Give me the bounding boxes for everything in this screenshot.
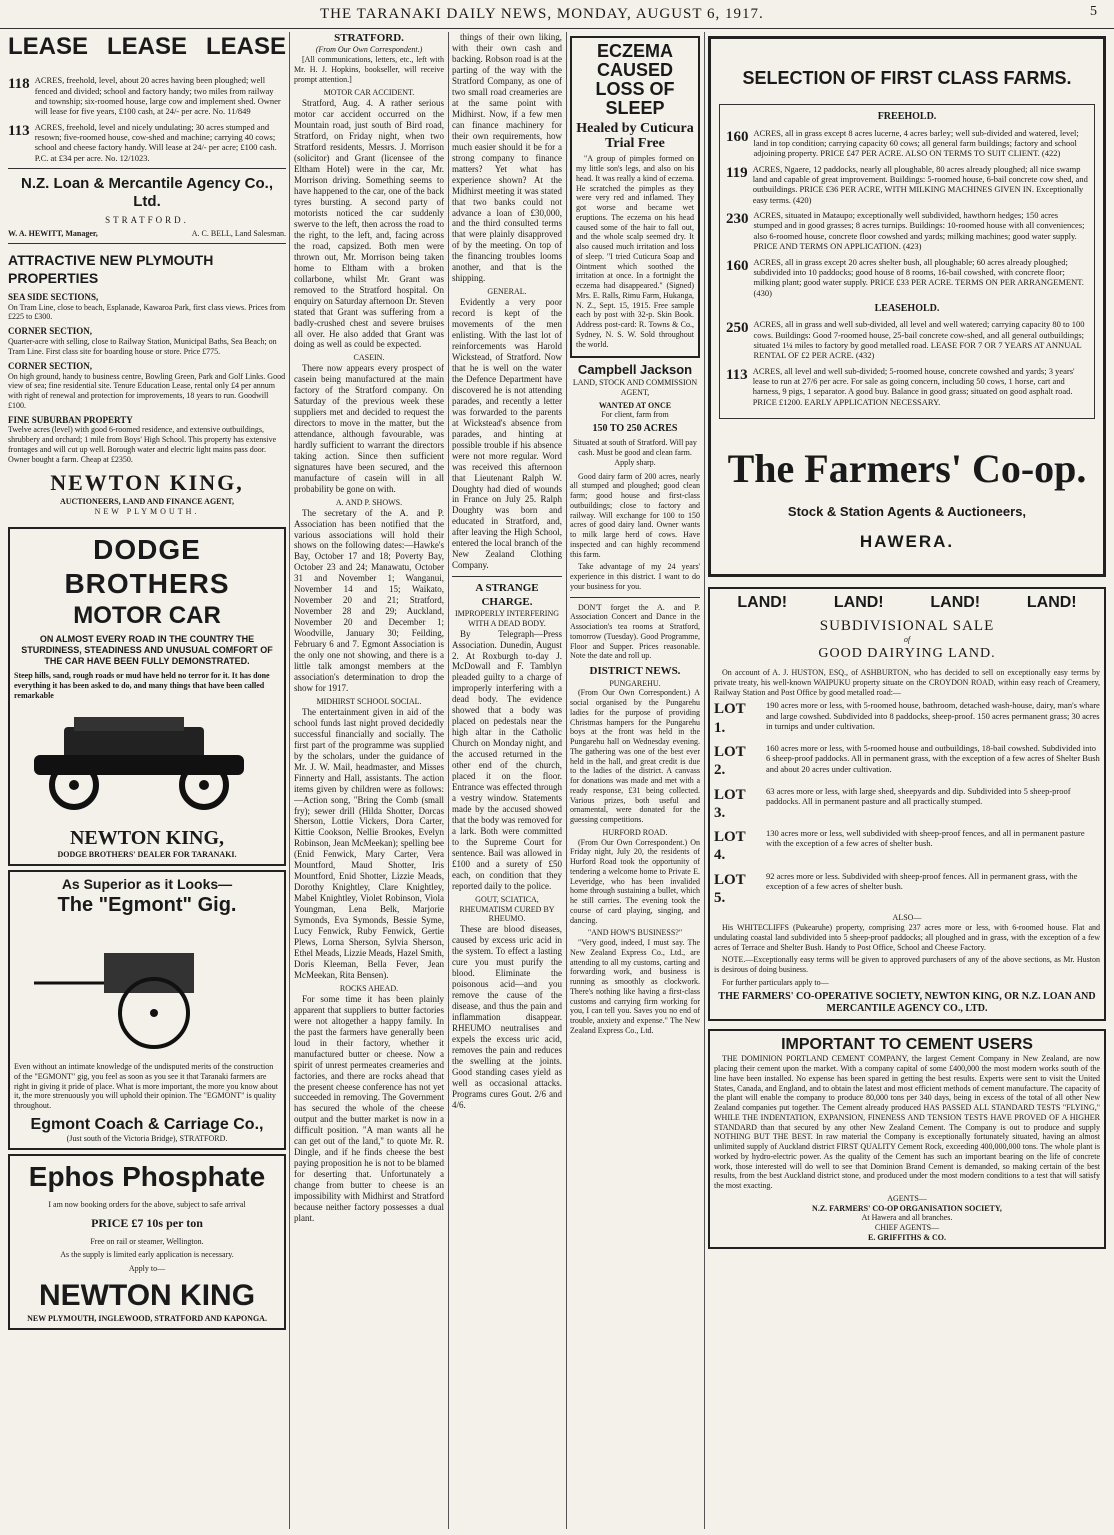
dodge-dealer: DODGE BROTHERS' DEALER FOR TARANAKI.	[57, 849, 237, 859]
farm-description: ACRES, all in grass except 20 acres shelter bush, all ploughable; 60 acres already ploughed; subdivided into 10 paddocks; good house of 8 rooms, 16-bail cowshed, with concrete floor; milking plant; good water supply. PRICE £33 PER ACRE. TERMS ON PER ARRANGEMENT. (430)	[753, 256, 1084, 298]
egmont-gig-advert	[8, 870, 286, 1150]
farm-acres: 160	[726, 128, 749, 145]
stratford-label: STRATFORD.	[105, 214, 189, 225]
dodge-subtitle: ON ALMOST EVERY ROAD IN THE COUNTRY THE STURDINESS, STEADINESS AND UNUSUAL COMFORT OF THE CAR HAVE BEEN FULLY DEMONSTRATED.	[21, 634, 273, 667]
lot-description: 190 acres more or less, with 5-roomed house, bathroom, detached wash-house, dairy, man's whare and large cowshed. Subdivided into 8 paddocks, sheep-proof. 150 acres permanent grass; 30 acres in turnips and under cultivation.	[766, 700, 1100, 732]
cuticura-heading: Healed by Cuticura Trial Free	[576, 120, 694, 151]
shows-heading: A. AND P. SHOWS.	[335, 497, 403, 507]
cement-heading: IMPORTANT TO CEMENT USERS	[781, 1035, 1033, 1053]
acres-wanted: 150 TO 250 ACRES	[592, 423, 678, 435]
gig-heading-2: The "Egmont" Gig.	[57, 893, 237, 916]
motor-car-illustration	[14, 707, 274, 817]
hawera-branches: At Hawera and all branches.	[861, 1213, 953, 1223]
lease-listing	[8, 75, 286, 116]
lease-acres: 113	[8, 122, 30, 139]
article-continued: things of their own liking, with their own cash and backing. Robson road is at the parting of the way with the Stratford Company, as one of two small road creameries are at the same point with Midhirst. Now, if a few men can finance machinery for their own requirements, how much easier should it be for a strong company to finance matters? Yet what has experience shown? At the Midhirst meeting it was stated that two banks could not advance a loan of £30,000, and the third consulted terms that were plainly disapproved of by the meeting. On top of the financing troubles looms another, and that is the shipping.	[452, 32, 562, 284]
ephos-line2: Free on rail or steamer, Wellington.	[90, 1236, 204, 1246]
ephos-price: PRICE £7 10s per ton	[91, 1216, 203, 1231]
lot-number: LOT 2.	[714, 743, 746, 779]
lot-number: LOT 4.	[714, 829, 746, 864]
agency-staff	[8, 229, 286, 239]
farm-listing	[726, 366, 1088, 407]
farm-acres: 160	[726, 257, 749, 274]
strange-subheading: IMPROPERLY INTERFERING WITH A DEAD BODY.	[454, 609, 560, 628]
whitecliffs-text: His WHITECLIFFS (Pukearuhe) property, comprising 237 acres more or less, with 6-roomed house. Flat and undulating coastal land subdivided into 5 sheep-proof paddocks; all ploughed and in grass, with the exception of a few acres of Terrace and Shelter Bush. Handy to Post Office, School and Cheese Factory.	[714, 923, 1100, 952]
rocks-heading: ROCKS AHEAD.	[339, 984, 399, 993]
lease-header	[8, 32, 286, 61]
farmers-coop-subtitle: Stock & Station Agents & Auctioneers,	[787, 503, 1027, 519]
gig-heading-1: As Superior as it Looks—	[61, 875, 233, 892]
farmers-coop-contact: THE FARMERS' CO-OPERATIVE SOCIETY, NEWTON KING, OR N.Z. LOAN AND MERCANTILE AGENCY CO., LTD.	[718, 990, 1096, 1014]
suburban-heading: FINE SUBURBAN PROPERTY	[8, 414, 133, 425]
ephos-apply: Apply to—	[128, 1264, 166, 1274]
casein-heading: CASEIN.	[353, 353, 385, 363]
lot-listing	[714, 700, 1100, 737]
ephos-line1: I am now booking orders for the above, subject to safe arrival	[48, 1200, 246, 1210]
dodge-newton-king: NEWTON KING,	[69, 826, 225, 849]
lot-listing	[714, 828, 1100, 865]
selection-heading: SELECTION OF FIRST CLASS FARMS.	[742, 68, 1072, 88]
take-advantage-text: Take advantage of my 24 years' experience in this district. I want to do your business for you.	[570, 562, 700, 591]
business-heading: "AND HOW'S BUSINESS?"	[587, 928, 683, 938]
farmers-coop-title: The Farmers' Co-op.	[727, 446, 1087, 492]
page-number: 5	[1090, 4, 1097, 19]
seaside-heading: SEA SIDE SECTIONS,	[8, 291, 99, 302]
particulars-label: For further particulars apply to—	[722, 977, 829, 987]
lot-description: 63 acres more or less, with large shed, sheepyards and dip. Subdivided into 5 sheep-proof paddocks. All in permanent pasture and all practically stumped.	[766, 785, 1071, 806]
ephos-newton-king: NEWTON KING	[38, 1278, 256, 1312]
communications-note: [All communications, letters, etc., left with Mr. H. J. Hopkins, bookseller, will receive prompt attention.]	[294, 55, 444, 84]
masthead	[0, 0, 1114, 29]
column-3	[452, 32, 562, 1529]
good-dairy-heading: GOOD DAIRYING LAND.	[818, 645, 996, 661]
corner-heading: CORNER SECTION,	[8, 326, 93, 337]
column-rule	[289, 32, 290, 1529]
farm-description: ACRES, all in grass and well sub-divided, all level and well watered; carrying capacity 80 to 100 cows. Buildings: Good 7-roomed house, 25-bail concrete cow-shed, and all general outbuildings; situated 1¼ miles to factory by good metalled road. LEASE FOR 7 OR 7 YEARS AT ANNUAL RENTAL OF £2 PER ACRE. (432)	[753, 319, 1085, 361]
dodge-advert	[8, 527, 286, 866]
wanted-label: WANTED AT ONCE	[598, 400, 672, 410]
attractive-heading: ATTRACTIVE NEW PLYMOUTH PROPERTIES	[8, 252, 214, 286]
column-4	[570, 32, 700, 1529]
pungarehu-article: (From Our Own Correspondent.) A social organised by the Pungarehu ladies for the purpose of providing Christmas hampers for the Pungarehu boys at the front was held in the Pungarehu hall on Wednesday evening. The gathering was one of the best ever held in the hall, and great credit is due to the ladies of the district. A canvass for donations was made and met with a ready response, £31 being collected. Various prizes, both useful and ornamental, were donated for the guessing competitions.	[570, 688, 700, 825]
motor-car-title: MOTOR CAR	[73, 602, 221, 630]
lease-word: LEASE	[8, 33, 89, 60]
auctioneers-label: AUCTIONEERS, LAND AND FINANCE AGENT,	[59, 497, 235, 507]
corner-text: Quarter-acre with selling, close to Railway Station, Municipal Baths, Sea Beach; on Tram Line. First class site for boarding house or store. Price £775.	[8, 337, 277, 356]
midhirst-heading: MIDHIRST SCHOOL SOCIAL.	[316, 697, 422, 707]
midhirst-article: The entertainment given in aid of the school funds last night proved decidedly successful financially and socially. The first part of the programme was supplied by the scholars, under the guidance of Mr. J. W. Mail, headmaster, and Misses Finnerty and Hall, assistants. The action items given by children were as follows:—Action song, "Bring the Comb (small fry); sewer drill (Hilda Shotter, Dorcas Sherson, Lottie Vickers, Dora Carter, Kittie Cookson, Nellie Brookes, Evelyn Robinson, Jean McMeekan); spelling bee (Enid Fenwick, Mary Carter, Vera Mountford, Maud Shotter, Iris Mountford, Enid Shotter, Lizzie Meads, Dorothy Knightley, Clare Knightley, Mabel Knightley, Violet Robinson, Viola Youngman, Lena Belk, Marjorie Symonds, Eva Symonds, Bessie Syme, Lucy Fenwick, Ruby Fenwick, Gertie Plews, Lorna Sherson, Sylvia Sherson, Ethel Meads, Lizzie Meads, Hazel Smith, Doris Kleeman, Bella Fever, Jean McMeekan, Rita Bensen).	[294, 706, 444, 981]
general-article: Evidently a very poor record is kept of the movements of the men enlisting. With the last lot of reinforcements was Harold Wickstead, of Stratford. Now that he is well on the water the Defence Department have discovered he is not attending parades, and recently a letter was forwarded to the parents at Wickstead's absence from parades, and hinting at possible trouble if his absence were not more regular. Word was received this afternoon that Lieutenant Ralph W. Doughty had died of wounds in France on July 25. Ralph Doughty was born and educated in Stratford, and, after leaving the High School, entered the local branch of the New Zealand Clothing Company.	[452, 297, 562, 571]
dodge-title: DODGE BROTHERS	[64, 533, 230, 599]
of-label: of	[903, 635, 911, 645]
chief-agents-label: CHIEF AGENTS—	[874, 1223, 940, 1233]
griffiths-label: E. GRIFFITHS & CO.	[867, 1232, 946, 1242]
farm-listing	[726, 128, 1088, 159]
corner2-heading: CORNER SECTION,	[8, 360, 93, 371]
lease-word: LEASE	[205, 33, 286, 60]
land-word: LAND!	[737, 594, 788, 612]
gout-heading: GOUT, SCIATICA, RHEUMATISM CURED BY RHEUMO.	[459, 894, 555, 924]
nz-farmers-label: N.Z. FARMERS' CO-OP ORGANISATION SOCIETY,	[812, 1203, 1002, 1213]
suburban-text: Twelve acres (level) with good 6-roomed residence, and extensive outbuildings, shrubbery and orchard; 1 mile from Boys' High School. This property has extensive frontages and will cut up well. Borough water and electric light mains pass door. Owner bought a farm. Cheap at £2350.	[8, 425, 277, 464]
farm-acres: 250	[726, 320, 749, 337]
district-news-heading: DISTRICT NEWS.	[589, 665, 681, 678]
land-sale-advert	[708, 587, 1106, 1020]
lease-word: LEASE	[106, 33, 187, 60]
ephos-address: NEW PLYMOUTH, INGLEWOOD, STRATFORD AND KAPONGA.	[27, 1314, 267, 1324]
correspondent-note: (From Our Own Correspondent.)	[315, 45, 423, 55]
farm-description: ACRES, Ngaere, 12 paddocks, nearly all ploughable, 80 acres already ploughed; all nice swamp land and capable of great improvement. Buildings: 5-roomed house, 6-bail concrete cow shed, and outbuildings. PRICE £36 PER ACRE, WITH MILKING MACHINES GIVEN IN. Exceptionally easy terms. (420)	[752, 163, 1088, 205]
cement-advert	[708, 1029, 1106, 1249]
land-word: LAND!	[833, 594, 884, 612]
cement-body: THE DOMINION PORTLAND CEMENT COMPANY, the largest Cement Company in New Zealand, are now placing their cement upon the market. With a company capital of some £400,000 the most modern works south of the line have been installed. No expense has been spared in getting the best results. Experts were sent to visit the United States, Canada, and England, and to obtain the latest and most efficient methods of cement manufacture. The capacity of the plant will enable the company to produce 80,000 tons per 340 days, being in excess of the total of all other New Zealand companies put together. The Cement already produced HAS PASSED ALL STANDARD TESTS "FLYING," WHILE THE INDENTATION, EXPANSION, FINENESS AND TENSION TESTS HAVE PROVED OF A HIGHER STANDARD than that secured by any other New Zealand Cement. The Company is out to produce and supply NOTHING BUT THE BEST. In raw material the Company is exceptionally fortunately situated, having an almost unlimited supply of Auckland district FIRST QUALITY Cement Rock, exceeding 400,000,000 tons. The whole plant is worked by hydro-electric power. As the quality of the Cement has such an important bearing on the life of concrete work, those interested will do well to see that Dominion Brand Cement is demanded, so making certain of the best results, from the best Auckland district stone, and produced under the most modern conditions to a test that will satisfy the most exacting.	[714, 1054, 1100, 1191]
salesman-name: A. C. BELL, Land Salesman.	[191, 228, 286, 238]
ephos-advert	[8, 1154, 286, 1330]
business-article: "Very good, indeed, I must say. The New Zealand Express Co., Ltd., are attending to all my customs, carting and forwarding work, and business is running as smoothly as clockwork. There's nothing like having a first-class customs and carrying firm working for you, I can tell you. Saves you no end of trouble, anxiety and expense." The New Zealand Express Co., Ltd.	[570, 938, 700, 1035]
gout-article: These are blood diseases, caused by excess uric acid in the system. To effect a lasting cure you must purify the blood. Eliminate the poisonous acid—and you remove the cause of the disease, and thus the pain and inflammation disappear. RHEUMO neutralises and expels the excess uric acid, removes the pain and reduces the swelling at the joints. Good standing cases yield as well as occasional attacks. Programs cures Gout. 2/6 and 4/6.	[452, 924, 562, 1110]
lot-number: LOT 1.	[714, 701, 746, 736]
farm-listing	[726, 164, 1088, 205]
general-heading: GENERAL.	[487, 287, 527, 297]
lease-description: ACRES, freehold, level and nicely undulating; 30 acres stumped and resown; five-roomed house, cow-shed and machine; carrying 40 cows; school and cheese factory handy. Will lease at 24/- per acre; £100 cash. P.C. at £34 per acre. No. 12/1023.	[34, 121, 277, 163]
strange-article: By Telegraph—Press Association. Dunedin, August 2. At Roxburgh to-day J. McDowall and F. Tamblyn pleaded guilty to a charge of improperly interfering with a dead body. The evidence showed that a body was placed on pedestals near the high altar in the Catholic Church on Monday night, and the accused returned in the other end of the church, placed it on the floor. Entrance was effected through a vestry window. Statements made by the accused showed that the body was removed for a lark. Both were committed to the Supreme Court for sentence. Bail was allowed in £100 and a surety of £50 each, on condition that they reported daily to the police.	[452, 628, 562, 891]
column-rule	[704, 32, 705, 1529]
stratford-heading: STRATFORD.	[334, 32, 404, 44]
land-word: LAND!	[930, 594, 981, 612]
farm-acres: 113	[726, 366, 748, 383]
nz-loan-heading: N.Z. Loan & Mercantile Agency Co., Ltd.	[21, 175, 273, 211]
agents-label: AGENTS—	[887, 1193, 927, 1203]
also-label: ALSO—	[892, 913, 922, 923]
new-plymouth-label: NEW PLYMOUTH.	[94, 507, 200, 517]
land-banner	[714, 593, 1100, 613]
leasehold-heading: LEASEHOLD.	[874, 302, 940, 314]
lot-listing	[714, 871, 1100, 908]
lot-description: 130 acres more or less, well subdivided with sheep-proof fences, and all in permanent pasture with the exception of a few acres of shelter bush.	[766, 828, 1085, 849]
sale-intro: On account of A. J. HUSTON, ESQ., of ASHBURTON, who has decided to sell on exceptionally easy terms by private treaty, his well-known WAIPUKU property situate on the CROYDON ROAD, within easy reach of Creamery, Railway Station and Post Office by good metalled road:—	[714, 668, 1100, 697]
lot-listing	[714, 786, 1100, 823]
cuticura-advert	[570, 36, 700, 358]
hurford-heading: HURFORD ROAD.	[602, 827, 668, 837]
situated-text: Situated at south of Stratford. Will pay cash. Must be good and clean farm. Apply sharp.	[573, 438, 697, 467]
land-word: LAND!	[1026, 594, 1077, 612]
subdivisional-heading: SUBDIVISIONAL SALE	[819, 617, 995, 634]
manager-name: W. A. HEWITT, Manager,	[8, 228, 98, 238]
lot-number: LOT 3.	[714, 786, 746, 821]
corner2-text: On high ground, handy to business centre, Bowling Green, Park and Golf Links. Good view of sea; fine residential site. Tenure Education Lease, rental only £4 per annum with right of renewal and protection for improvements, 18 years to run. Goodwill £100.	[8, 371, 286, 410]
client-label: For client, farm from	[601, 410, 669, 420]
shows-article: The secretary of the A. and P. Association has been notified that the various associations will hold their shows on the following dates:—Hawke's Bay, October 17 and 18; Poverty Bay, October 23 and 24; Manawatu, October 31 and November 1; Wanganui, November 14 and 15; Waikato, November 20 and 21; Stratford, November 28 and 29; Auckland, November 20 and December 1; Woodville, January 30; Feilding, February 6 and 7. Egmont Association is the only one not showing, and there is a little talk amongst members at the association's determination to drop the show for 1917.	[294, 507, 444, 694]
farm-listing	[726, 210, 1088, 251]
casein-article: There now appears every prospect of casein being manufactured at the main factory of the Stratford company. On Saturday of the previous week these suppliers met and decided to request the directors to move in the matter, but the attendance, although favourable, was hardly sufficient to warrant the directors taking action. Since then sufficient signatures have been secured, and the manufacture of casein will in all probability be gone on with.	[294, 363, 444, 494]
lot-description: 92 acres more or less. Subdivided with sheep-proof fences. All in permanent grass, with the exception of a few acres of shelter bush.	[766, 870, 1078, 892]
dairy-farm-text: Good dairy farm of 200 acres, nearly all stumped and ploughed; good clean farm; good house and first-class outbuildings; close to factory and railway. Will exchange for 100 to 150 acres of good dairy land. Owner wants to milk large herd of cows. Have inspected and can highly recommend this farm.	[570, 471, 700, 559]
cuticura-body: "A group of pimples formed on my little son's legs, and also on his head. It was really a kind of eczema. He scratched the pimples as they were very red and inflamed. They got worse and became wet eruptions. The eczema on his head caused some of the hair to fall out, and the whole scalp seemed dry. It also caused much irritation and loss of sleep. "I tried Cuticura Soap and Ointment which soothed the irritation at once. In a fortnight the eczema had disappeared." (Signed) Mrs. E. Ralls, Rimu Farm, Hukanga, N. Z., Sept. 15, 1915. Free sample each by post with 32-p. Skin Book. Address post-card: R. Towns & Co., Sydney, N. S. W. Sold throughout the world.	[576, 154, 694, 349]
lot-number: LOT 5.	[714, 871, 746, 906]
farm-listing	[726, 257, 1088, 298]
accident-heading: MOTOR CAR ACCIDENT.	[323, 88, 415, 98]
farm-description: ACRES, all level and well sub-divided; 5-roomed house, concrete cowshed and yards; 3 years' lease to run at 27/6 per acre. For sale as going concern, including 50 cows, 1 horse, cart and harness, 9 pigs, 1 separator. A good buy. Balance in good grass; situated on good asphalt road. PRICE £1200. EARLY APPLICATION NECESSARY.	[752, 365, 1075, 407]
farm-acres: 119	[726, 164, 748, 181]
campbell-sub: LAND, STOCK AND COMMISSION AGENT,	[572, 378, 698, 397]
freehold-heading: FREEHOLD.	[877, 111, 937, 123]
ephos-title: Ephos Phosphate	[28, 1161, 266, 1193]
lease-description: ACRES, freehold, level, about 20 acres having been ploughed; well fenced and divided; school and factory handy; two miles from railway and township; six-roomed house, large cow and implement shed. Owner will lease for five years, £100 cash, at 24/- per acre. No. 11/849	[34, 75, 281, 117]
dodge-body: Steep hills, sand, rough roads or mud have held no terror for it. It has done everything it has been asked to do, and many things that have been called remarkable	[14, 671, 270, 700]
farm-acres: 230	[726, 211, 749, 228]
egmont-company: Egmont Coach & Carriage Co.,	[30, 1115, 264, 1133]
column-rule	[448, 32, 449, 1529]
hurford-article: (From Our Own Correspondent.) On Friday night, July 20, the residents of Hurford Road took the opportunity of tendering a welcome home to Private E. Leveridge, who has been invalided home through sustaining a bullet, which he still carries. The evening took the course of card playing, singing, and dancing.	[570, 837, 700, 925]
gig-illustration	[14, 923, 274, 1053]
dont-forget-notice: DON'T forget the A. and P. Association Concert and Dance in the Association's tea rooms at Stratford, tomorrow (Tuesday). Good Programme, Floor and Supper. Prices reasonable. Note the date and roll up.	[570, 602, 700, 661]
farm-listing	[726, 319, 1088, 360]
pungarehu-heading: PUNGAREHU.	[609, 678, 661, 688]
egmont-address: (Just south of the Victoria Bridge), STRATFORD.	[66, 1134, 228, 1144]
column-2	[294, 32, 444, 1529]
farm-description: ACRES, situated in Mataupo; exceptionally well subdivided, hawthorn hedges; 150 acres stumped and in good grasses; 8 acres turnips. Buildings: 10-roomed house with all conveniences; also 6-roomed house, concrete floor cowshed and yards; milking machines; good water supply. PRICE AND TERMS ON APPLICATION. (423)	[753, 210, 1085, 252]
lease-acres: 118	[8, 76, 30, 93]
masthead-title: THE TARANAKI DAILY NEWS, MONDAY, AUGUST 6, 1917.	[320, 6, 764, 22]
rocks-article: For some time it has been plainly apparent that suppliers to butter factories were not altogether a happy family. In the past the farmers have generally been loud in their factory, whether it manufactured butter or cheese. Now a spirit of unrest permeates creameries and factories, and there are rocks ahead that the present cheese conference has not yet succeeded in removing. The Government has secured the whole of the cheese output and the butter market is now in a difficult position. "A man wants all he can get out of the land," to quote Mr. R. Dingle, and if he finds cheese the best paying proposition he is not to be blamed for deserting that. Unfortunately a change from butter to cheese is an impossibility with Midhirst and Stratford because neither factory possesses a dual plant.	[294, 993, 444, 1224]
ephos-line3: As the supply is limited early application is necessary.	[60, 1250, 234, 1260]
eczema-heading: ECZEMA CAUSED LOSS OF SLEEP	[595, 41, 675, 118]
farms-advert	[708, 36, 1106, 577]
seaside-text: On Tram Line, close to beach, Esplanade, Kawaroa Park, first class views. Prices from £225 to £300.	[8, 302, 286, 322]
farm-description: ACRES, all in grass except 8 acres lucerne, 4 acres barley; well sub-divided and watered, level; land in top condition; carrying capacity 60 cows; all general farm buildings; factory and school adjoining property. PRICE £47 PER ACRE. ALSO ON TERMS TO SUIT CLIENT. (422)	[753, 127, 1079, 159]
column-5	[708, 32, 1106, 1529]
accident-article: Stratford, Aug. 4. A rather serious motor car accident occurred on the Mountain road, just south of Bird road, Stratford, on Friday night, when two Stratford residents, Messrs. J. Morrison (solicitor) and Grant (licensee of the Eltham Hotel) were in the car, Mr. Morrison driving. Something seems to have happened to the car, one of the back tyres bursting. A second party of motorists noticed the car suddenly swerve to the left, then across the road to the right, to the left, and, facing across the road, capsized. Both men were thrown out, Mr. Morrison being taken home to Eltham with a broken collarbone, whilst Mr. Grant was removed to the Stratford hospital. On enquiry on Saturday afternoon Dr. Steven stated that Grant was suffering from a badly-crushed chest and severe bruises all over. He also added that Grant was doing as well as could be expected.	[294, 98, 444, 350]
farm-listings	[719, 104, 1095, 419]
lease-listing	[8, 122, 286, 163]
campbell-heading: Campbell Jackson	[577, 362, 693, 378]
terms-note: NOTE.—Exceptionally easy terms will be given to approved purchasers of any of the above sections, as Mr. Huston is desirous of doing business.	[714, 955, 1100, 975]
strange-heading: A STRANGE CHARGE.	[475, 582, 539, 608]
hawera-label: HAWERA.	[859, 531, 955, 551]
lot-description: 160 acres more or less, with 5-roomed house and outbuildings, 18-bail cowshed. Subdivided into 6 sheep-proof paddocks. All in permanent grass, with the exception of a few acres of Shelter Bush and about 20 acres under cultivation.	[766, 742, 1100, 774]
lot-listing	[714, 743, 1100, 780]
newton-king-heading: NEWTON KING,	[50, 470, 244, 496]
column-rule	[566, 32, 567, 1529]
column-1	[8, 32, 286, 1529]
gig-body: Even without an intimate knowledge of the undisputed merits of the construction of the "EGMONT" gig, you feel as soon as you see it that Taranaki farmers are right in giving it pride of place. What is more important, the more you know about it, the more strenuously you will uphold their opinion. The "EGMONT" is quality throughout.	[14, 1062, 279, 1111]
